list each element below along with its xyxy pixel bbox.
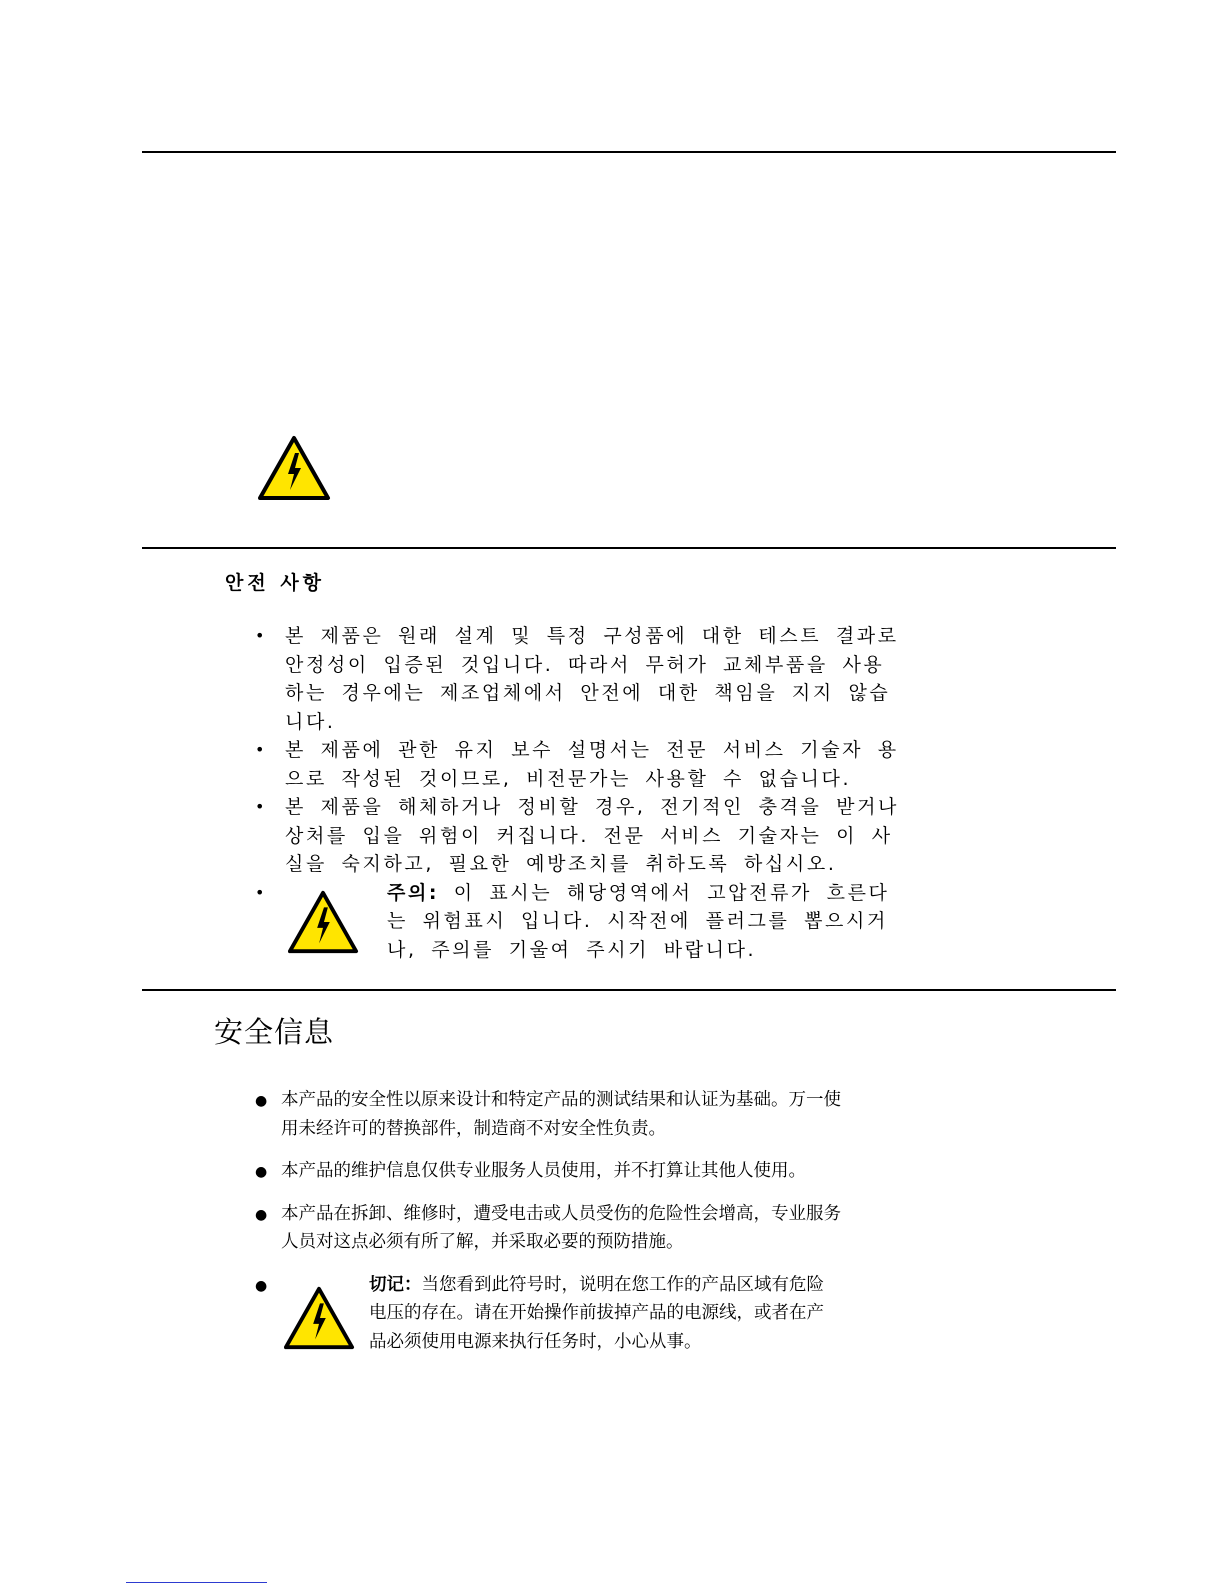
korean-section-title: 안전 사항 — [225, 572, 326, 594]
korean-warning-text — [387, 879, 907, 965]
korean-safety-list — [255, 622, 905, 971]
list-item: ● 本产品的安全性以原来设计和特定产品的测试结果和认证为基础。万一使用未经许可的替换部件，制造商不对安全性负责。 — [255, 1086, 845, 1143]
list-item: • 본 제품에 관한 유지 보수 설명서는 전문 서비스 기술자 용으로 작성된 것이므로, 비전문가는 사용할 수 없습니다. — [255, 736, 905, 793]
chinese-safety-list — [255, 1086, 845, 1403]
electrical-hazard-icon — [257, 435, 331, 501]
korean-warning-item — [255, 879, 905, 971]
chinese-section-title: 安全信息 — [214, 1015, 335, 1049]
electrical-hazard-icon — [283, 1285, 355, 1351]
chinese-warning-text — [369, 1271, 831, 1357]
bullet: ● — [255, 1164, 268, 1180]
warning-body: 当您看到此符号时，说明在您工作的产品区域有危险电压的存在。请在开始操作前拔掉产品的电源线，或者在产品必须使用电源来执行任务时，小心从事。 — [369, 1274, 824, 1352]
electrical-hazard-icon — [287, 889, 359, 955]
bullet: ● — [255, 1277, 268, 1294]
footer-link-rule — [126, 1582, 267, 1583]
bullet: • — [255, 882, 268, 902]
warning-body: 이 표시는 해당영역에서 고압전류가 흐른다는 위험표시 입니다. 시작전에 플러그를 뽑으시거나, 주의를 기울여 주시기 바랍니다. — [387, 881, 890, 961]
bullet: ● — [255, 1206, 268, 1223]
list-item: • 본 제품을 해체하거나 정비할 경우, 전기적인 충격을 받거나 상처를 입을 위험이 커집니다. 전문 서비스 기술자는 이 사실을 숙지하고, 필요한 예방조치를 취하도록 하십시오. — [255, 793, 905, 879]
section-rule-korean — [142, 547, 1116, 549]
top-rule — [142, 151, 1116, 153]
list-item: ● 本产品的维护信息仅供专业服务人员使用，并不打算让其他人使用。 — [255, 1157, 845, 1186]
warning-label: 切记： — [369, 1274, 422, 1295]
chinese-warning-item — [255, 1271, 845, 1389]
bullet: • — [255, 740, 268, 759]
warning-label: 주의: — [387, 881, 440, 904]
section-rule-chinese — [142, 989, 1116, 991]
list-item: ● 本产品在拆卸、维修时，遭受电击或人员受伤的危险性会增高，专业服务人员对这点必须有所了解，并采取必要的预防措施。 — [255, 1200, 845, 1257]
bullet: • — [255, 797, 268, 816]
list-item: • 본 제품은 원래 설계 및 특정 구성품에 대한 테스트 결과로 안정성이 입증된 것입니다. 따라서 무허가 교체부품을 사용하는 경우에는 제조업체에서 안전에 대한 책임을 지지 않습니다. — [255, 622, 905, 736]
bullet: • — [255, 626, 268, 645]
bullet: ● — [255, 1093, 268, 1109]
